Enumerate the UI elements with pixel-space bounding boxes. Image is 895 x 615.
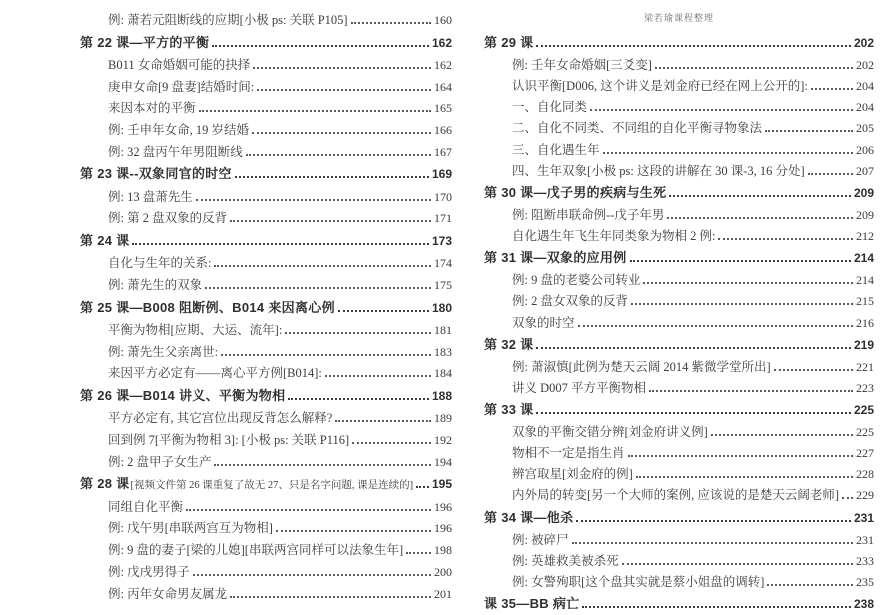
toc-entry-page: 166	[434, 123, 452, 138]
dotted-leader	[628, 454, 853, 457]
toc-entry-label: 双象的时空	[512, 315, 575, 330]
toc-entry-page: 189	[434, 411, 452, 426]
toc-entry	[80, 187, 452, 209]
dotted-leader	[325, 374, 431, 377]
dotted-leader	[667, 216, 853, 219]
toc-entry	[484, 97, 874, 118]
toc-entry-note: [视频文件第 26 课重复了故无 27、只是名字问题, 课是连续的]	[130, 480, 414, 492]
toc-entry	[484, 443, 874, 464]
dotted-leader	[196, 198, 431, 201]
toc-entry	[80, 320, 452, 342]
toc-entry-page: 209	[856, 207, 874, 222]
dotted-leader	[631, 302, 853, 305]
toc-entry	[80, 142, 452, 164]
dotted-leader	[230, 219, 431, 222]
toc-entry	[484, 291, 874, 312]
toc-entry	[484, 182, 874, 205]
toc-entry-label: 例: 萧先生的双象	[108, 278, 203, 293]
dotted-leader	[718, 237, 853, 240]
dotted-leader	[536, 346, 850, 349]
toc-entry	[484, 551, 874, 572]
toc-entry-page: 225	[853, 402, 874, 417]
toc-entry	[484, 313, 874, 334]
toc-entry-label: 自化遇生年飞生年同类象为物相 2 例:	[512, 229, 716, 244]
dotted-leader	[767, 583, 853, 586]
toc-entry	[80, 562, 452, 584]
dotted-leader	[132, 242, 428, 245]
toc-entry-label: 自化与生年的关系:	[108, 256, 212, 271]
toc-entry	[484, 226, 874, 247]
toc-entry-label: 一、自化同类	[512, 100, 588, 115]
toc-entry-label: 第 30 课—戊子男的疾病与生死	[484, 184, 667, 200]
toc-entry-page: 231	[853, 510, 874, 525]
toc-entry-label: 例: 壬申年女命, 19 岁结婚	[108, 123, 249, 138]
dotted-leader	[630, 259, 851, 262]
toc-entry	[80, 297, 452, 320]
toc-entry-page: 181	[434, 323, 452, 338]
dotted-leader	[285, 331, 431, 334]
toc-entry-page: 202	[856, 58, 874, 73]
toc-entry-page: 227	[856, 446, 874, 461]
toc-entry-page: 204	[856, 100, 874, 115]
toc-entry-page: 214	[853, 251, 874, 266]
toc-entry-page: 180	[431, 300, 452, 315]
toc-entry-page: 171	[434, 211, 452, 226]
toc-entry-label: 第 29 课	[484, 35, 534, 50]
dotted-leader	[416, 485, 429, 488]
toc-entry-page: 207	[856, 163, 874, 178]
dotted-leader	[338, 309, 429, 312]
toc-entry-label: 物相不一定是指生肖	[512, 446, 625, 461]
toc-entry	[484, 76, 874, 97]
toc-entry-label: 例: 女警殉职[这个盘其实就是蔡小姐盘的调转]	[512, 574, 765, 589]
toc-entry-label: 例: 被碎尸	[512, 532, 569, 547]
dotted-leader	[622, 562, 853, 565]
toc-entry-page: 225	[856, 425, 874, 440]
dotted-leader	[572, 541, 853, 544]
dotted-leader	[711, 433, 853, 436]
dotted-leader	[774, 368, 853, 371]
toc-entry	[80, 342, 452, 364]
dotted-leader	[536, 44, 850, 47]
dotted-leader	[808, 172, 853, 175]
running-head: 梁若瑜课程整理	[643, 13, 714, 23]
dotted-leader	[246, 153, 431, 156]
toc-entry-page: 223	[856, 380, 874, 395]
toc-entry-label: 来因平方必定有——离心平方例[B014]:	[108, 366, 322, 381]
dotted-leader	[352, 441, 431, 444]
toc-entry	[80, 98, 452, 120]
toc-entry	[80, 430, 452, 452]
toc-entry	[80, 452, 452, 474]
toc-entry	[484, 140, 874, 161]
toc-entry	[80, 275, 452, 297]
dotted-leader	[578, 324, 853, 327]
dotted-leader	[221, 353, 431, 356]
toc-entry	[80, 497, 452, 519]
toc-entry-label: 第 25 课—B008 阻断例、B014 来因离心例	[80, 299, 335, 315]
toc-entry-page: 206	[856, 142, 874, 157]
toc-entry-label: 第 28 课	[80, 476, 130, 492]
toc-entry-page: 209	[853, 185, 874, 200]
dotted-leader	[576, 519, 851, 522]
dotted-leader	[765, 129, 853, 132]
toc-entry	[484, 485, 874, 506]
toc-entry-label: 双象的平衡交错分辨[刘金府讲义例]	[512, 425, 708, 440]
dotted-leader	[636, 475, 853, 478]
toc-entry	[484, 270, 874, 291]
toc-entry-label: 第 33 课	[484, 401, 534, 417]
dotted-leader	[214, 463, 431, 466]
toc-entry-page: 216	[856, 315, 874, 330]
toc-entry	[80, 120, 452, 142]
toc-entry-label: 平方必定有, 其它宫位出现反背怎么解释?	[108, 411, 333, 426]
dotted-leader	[276, 529, 431, 532]
toc-entry-label: 认识平衡[D006, 这个讲义是刘金府已经在网上公开的]:	[512, 79, 808, 94]
toc-entry	[80, 163, 452, 186]
toc-entry	[80, 473, 452, 496]
toc-entry-label: 平衡为物相[应期、大运、流年]:	[108, 323, 283, 338]
toc-entry-label: 例: 萧淑慎[此例为楚天云阔 2014 紫微学堂所出]	[512, 359, 771, 374]
toc-entry-page: 183	[434, 344, 452, 359]
toc-entry-page: 167	[434, 144, 452, 159]
toc-entry-label: 第 31 课—双象的应用例	[484, 250, 627, 266]
toc-entry	[80, 208, 452, 230]
toc-entry-label: 例: 萧先生父亲离世:	[108, 344, 219, 359]
dotted-leader	[351, 21, 431, 24]
toc-entry-page: 165	[434, 101, 452, 116]
dotted-leader	[212, 44, 429, 47]
toc-entry	[484, 357, 874, 378]
toc-entry	[80, 584, 452, 606]
toc-entry	[484, 464, 874, 485]
toc-entry-label: 讲义 D007 平方平衡物相	[512, 380, 647, 395]
toc-entry-page: 188	[431, 389, 452, 404]
dotted-leader	[252, 131, 431, 134]
toc-entry-page: 221	[856, 359, 874, 374]
toc-entry-page: 173	[431, 234, 452, 249]
toc-entry-page: 196	[434, 499, 452, 514]
dotted-leader	[230, 595, 431, 598]
dotted-leader	[842, 496, 853, 499]
toc-entry-page: 196	[434, 521, 452, 536]
dotted-leader	[643, 281, 853, 284]
dotted-leader	[186, 508, 431, 511]
toc-entry	[484, 507, 874, 530]
dotted-leader	[257, 88, 431, 91]
toc-entry-label: 例: 萧若元阻断线的应期[小极 ps: 关联 P105]	[108, 13, 348, 27]
toc-entry-page: 198	[434, 543, 452, 558]
toc-entry-label: 内外局的转变[另一个大师的案例, 应该说的是楚天云阔老师]	[512, 488, 840, 503]
toc-entry-page: 238	[853, 597, 874, 611]
toc-entry-page: 164	[434, 79, 452, 94]
toc-entry-page: 201	[434, 586, 452, 601]
toc-entry-label: 二、自化不同类、不同组的自化平衡寻物象法	[512, 121, 763, 136]
toc-entry-page: 229	[856, 488, 874, 503]
toc-entry	[484, 572, 874, 593]
toc-right-entries	[484, 32, 874, 615]
toc-entry-page: 204	[856, 79, 874, 94]
toc-entry-label: 例: 13 盘萧先生	[108, 189, 193, 204]
toc-entry-page: 170	[434, 189, 452, 204]
toc-entry-label: 例: 戊戌男得子	[108, 564, 190, 579]
toc-entry	[80, 385, 452, 408]
toc-entry	[484, 593, 874, 615]
dotted-leader	[193, 573, 431, 576]
toc-entry-label: 第 26 课—B014 讲义、平衡为物相	[80, 388, 286, 404]
toc-entry-label: 四、生年双象[小极 ps: 这段的讲解在 30 课-3, 16 分处]	[512, 163, 805, 178]
toc-entry-page: 192	[434, 433, 452, 448]
toc-entry-page: 228	[856, 467, 874, 482]
toc-entry-page: 205	[856, 121, 874, 136]
toc-entry	[484, 55, 874, 76]
toc-entry	[80, 540, 452, 562]
page-left	[80, 10, 452, 605]
toc-entry-label: 例: 英雄救美被杀死	[512, 553, 619, 568]
dotted-leader	[335, 419, 431, 422]
toc-entry	[80, 253, 452, 275]
toc-entry	[80, 408, 452, 430]
toc-entry	[80, 32, 452, 55]
dotted-leader	[582, 605, 851, 608]
dotted-leader	[811, 87, 853, 90]
toc-entry-label: 第 23 课--双象同官的时空	[80, 166, 232, 182]
toc-entry-label: 第 32 课	[484, 336, 534, 352]
toc-entry-page: 215	[856, 294, 874, 309]
toc-entry-label: 例: 第 2 盘双象的反背	[108, 211, 228, 226]
toc-entry-label: 例: 2 盘甲子女生产	[108, 454, 212, 469]
toc-entry	[80, 230, 452, 253]
dotted-leader	[253, 66, 431, 69]
toc-entry-label: 例: 壬年女命婚姻[三爻变]	[512, 58, 652, 73]
dotted-leader	[214, 264, 431, 267]
dotted-leader	[669, 194, 850, 197]
toc-entry-label: 例: 2 盘女双象的反背	[512, 294, 628, 309]
dotted-leader	[603, 151, 853, 154]
toc-entry-page: 194	[434, 454, 452, 469]
toc-entry-page: 175	[434, 278, 452, 293]
toc-entry	[484, 32, 874, 55]
toc-entry-label: 辨宫取星[刘金府的例]	[512, 467, 633, 482]
toc-entry-label: 第 22 课—平方的平衡	[80, 34, 210, 50]
dotted-leader	[199, 109, 431, 112]
dotted-leader	[288, 397, 429, 400]
toc-entry-label: 课 35—BB 病亡	[484, 596, 580, 611]
toc-entry	[484, 399, 874, 422]
toc-entry	[80, 518, 452, 540]
toc-entry	[484, 205, 874, 226]
toc-entry-label: 第 24 课	[80, 233, 130, 249]
toc-entry-label: 例: 9 盘的妻子[梁的儿媳][串联两宫同样可以法象生年]	[108, 543, 404, 558]
toc-entry	[484, 118, 874, 139]
toc-entry-page: 200	[434, 564, 452, 579]
toc-entry	[80, 363, 452, 385]
dotted-leader	[536, 411, 850, 414]
toc-entry-label: B011 女命婚姻可能的抉择	[108, 57, 251, 72]
toc-entry	[484, 247, 874, 270]
toc-entry-page: 162	[434, 57, 452, 72]
page-right	[484, 10, 874, 615]
dotted-leader	[235, 175, 429, 178]
toc-entry-label: 例: 丙年女命男友属龙	[108, 586, 228, 601]
toc-entry-page: 219	[853, 337, 874, 352]
dotted-leader	[205, 286, 431, 289]
dotted-leader	[649, 389, 853, 392]
toc-entry	[484, 422, 874, 443]
dotted-leader	[655, 66, 853, 69]
toc-entry	[80, 10, 452, 32]
toc-entry-page: 212	[856, 229, 874, 244]
toc-entry-page: 235	[856, 574, 874, 589]
toc-entry-page: 202	[853, 36, 874, 50]
toc-left-entries	[80, 10, 452, 605]
toc-entry	[484, 530, 874, 551]
toc-entry-page: 214	[856, 273, 874, 288]
toc-entry	[484, 378, 874, 399]
toc-entry-page: 169	[431, 167, 452, 182]
toc-entry-label: 例: 32 盘丙午年男阻断线	[108, 144, 243, 159]
toc-entry-page: 233	[856, 553, 874, 568]
toc-entry-label: 同组自化平衡	[108, 499, 184, 514]
dotted-leader	[406, 551, 431, 554]
toc-entry-label: 例: 阻断串联命例--戊子年男	[512, 207, 665, 222]
toc-entry-label: 第 34 课—他杀	[484, 509, 574, 525]
toc-entry-label: 回到例 7[平衡为物相 3]: [小极 ps: 关联 P116]	[108, 433, 350, 448]
toc-entry-page: 162	[431, 35, 452, 50]
dotted-leader	[590, 108, 853, 111]
toc-entry-page: 195	[431, 477, 452, 492]
toc-entry-label: 庚申女命[9 盘妻]结婚时间:	[108, 79, 255, 94]
toc-entry-page: 174	[434, 256, 452, 271]
toc-entry	[80, 55, 452, 77]
toc-entry-page: 160	[434, 13, 452, 27]
toc-entry	[484, 334, 874, 357]
toc-entry-label: 来因本对的平衡	[108, 101, 196, 116]
toc-entry-page: 231	[856, 532, 874, 547]
toc-entry-label: 三、自化遇生年	[512, 142, 600, 157]
toc-entry	[484, 161, 874, 182]
toc-entry	[80, 77, 452, 99]
toc-entry-label: 例: 9 盘的老婆公司转业	[512, 273, 641, 288]
toc-entry-label: 例: 戊午男[串联两宫互为物相]	[108, 521, 273, 536]
toc-entry-page: 184	[434, 366, 452, 381]
